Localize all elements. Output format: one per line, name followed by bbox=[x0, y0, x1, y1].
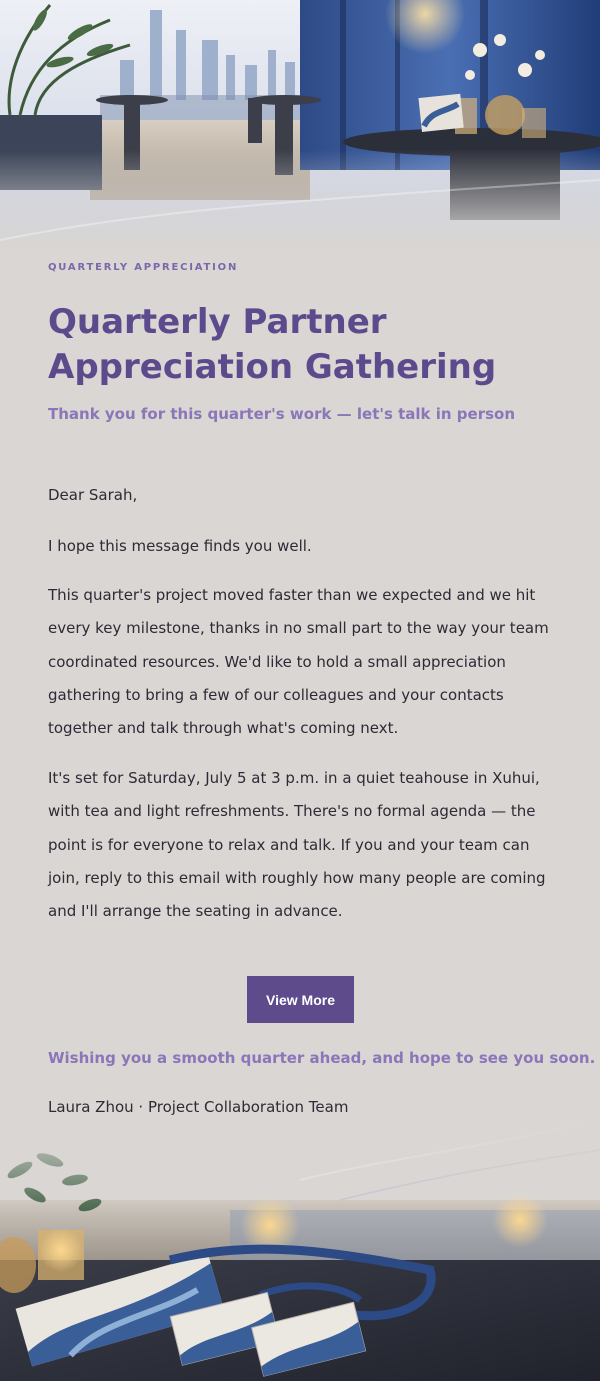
body-paragraph: I hope this message finds you well. bbox=[48, 537, 312, 555]
eyebrow-label: QUARTERLY APPRECIATION bbox=[48, 262, 239, 273]
footer-banner-image bbox=[0, 1120, 600, 1381]
greeting: Dear Sarah, bbox=[48, 486, 138, 504]
body-paragraph: It's set for Saturday, July 5 at 3 p.m. in a quiet teahouse in Xuhui, with tea and light refreshments. There's no formal agenda — the point is for everyone to relax and talk. If you and your team can join, reply to this email with roughly how many people are coming and I'll arrange the seating in advance. bbox=[48, 769, 546, 921]
header-banner-image bbox=[0, 0, 600, 250]
closing-line: Wishing you a smooth quarter ahead, and hope to see you soon. bbox=[48, 1049, 596, 1067]
view-more-button[interactable]: View More bbox=[247, 976, 354, 1023]
email-subtitle: Thank you for this quarter's work — let's talk in person bbox=[48, 405, 516, 423]
signature: Laura Zhou · Project Collaboration Team bbox=[48, 1098, 349, 1116]
email-title: Quarterly Partner Appreciation Gathering bbox=[48, 302, 497, 387]
body-paragraph: This quarter's project moved faster than we expected and we hit every key milestone, thanks in no small part to the way your team coordinated resources. We'd like to hold a small appreciation gathering to bring a few of our colleagues and your contacts together and talk through what's coming next. bbox=[48, 586, 549, 738]
